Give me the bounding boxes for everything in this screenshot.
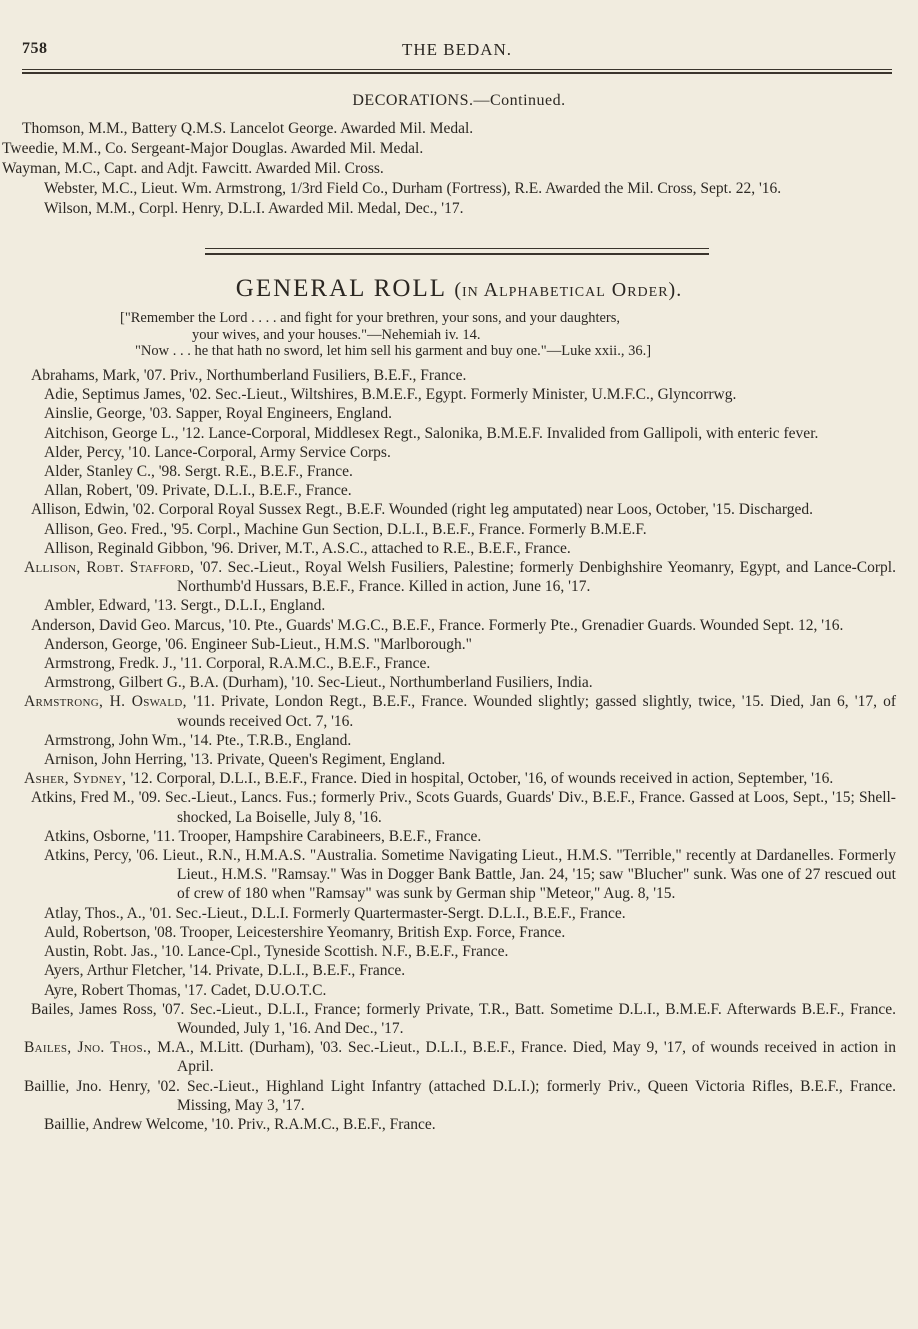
entry-name: Armstrong, Fredk. J., bbox=[44, 655, 181, 673]
list-item bbox=[22, 1115, 896, 1134]
entry-text: Co. Sergeant-Major Douglas. Awarded Mil. Medal. bbox=[105, 140, 424, 157]
decorations-list bbox=[2, 119, 894, 219]
entry-text: '08. Trooper, Leicestershire Yeomanry, British Exp. Force, France. bbox=[154, 923, 566, 941]
entry-name: Tweedie, M.M., bbox=[2, 140, 106, 157]
list-item bbox=[22, 199, 894, 219]
entry-name: Allison, Edwin, bbox=[31, 501, 133, 519]
list-item bbox=[22, 1038, 896, 1076]
list-item bbox=[22, 846, 896, 904]
entry-text: '02. Sec.-Lieut., Wiltshires, B.M.E.F., Egypt. Formerly Minister, U.M.F.C., Glyncorrwg. bbox=[189, 386, 737, 404]
list-item bbox=[22, 654, 896, 673]
epigraph-nehemiah bbox=[120, 310, 892, 344]
decorations-heading: DECORATIONS.—Continued. bbox=[352, 92, 566, 109]
list-item bbox=[22, 558, 896, 596]
list-item bbox=[22, 692, 896, 730]
entry-name: Atlay, Thos., A., bbox=[44, 904, 150, 922]
entry-text: '07. Priv., Northumberland Fusiliers, B.E.F., France. bbox=[143, 367, 467, 384]
entry-text: '09. Sec.-Lieut., Lancs. Fus.; formerly Priv., Scots Guards, Guards' Div., B.E.F., France. Gassed at Loos, Sept., '15; Shell-shocked, La Boiselle, July 8, '16. bbox=[138, 789, 896, 826]
entry-text: '13. Private, Queen's Regiment, England. bbox=[190, 751, 446, 769]
list-item bbox=[22, 827, 896, 846]
epigraph-luke: "Now . . . he that hath no sword, let him sell his garment and buy one."—Luke xxii., 36.] bbox=[135, 343, 652, 359]
roll-title-text: GENERAL ROLL bbox=[235, 275, 447, 302]
entry-name: Baillie, Andrew Welcome, bbox=[44, 1115, 212, 1133]
entry-name: Wilson, M.M., bbox=[44, 200, 139, 217]
entry-name: Anderson, George, bbox=[44, 635, 166, 653]
entry-name: Armstrong, H. Oswald, bbox=[24, 693, 194, 711]
entry-text: Battery Q.M.S. Lancelot George. Awarded Mil. Medal. bbox=[131, 120, 474, 137]
entry-text: '10. Lance-Corporal, Army Service Corps. bbox=[128, 443, 391, 461]
list-item bbox=[22, 769, 896, 788]
list-item bbox=[22, 520, 896, 539]
general-roll-list bbox=[22, 366, 896, 1134]
entry-text: Capt. and Adjt. Fawcitt. Awarded Mil. Cross. bbox=[104, 160, 384, 177]
header-rule-thick bbox=[22, 72, 892, 74]
entry-name: Abrahams, Mark, bbox=[31, 367, 144, 384]
list-item bbox=[22, 635, 896, 654]
entry-name: Atkins, Osborne, bbox=[44, 827, 154, 845]
entry-name: Thomson, M.M., bbox=[22, 120, 132, 137]
list-item bbox=[22, 500, 896, 519]
entry-text: '96. Driver, M.T., A.S.C., attached to R.E., B.E.F., France. bbox=[211, 539, 571, 557]
entry-text: '09. Private, D.L.I., B.E.F., France. bbox=[136, 482, 352, 500]
entry-text: '10. Lance-Cpl., Tyneside Scottish. N.F., B.E.F., France. bbox=[161, 943, 509, 961]
list-item bbox=[22, 1000, 896, 1038]
list-item bbox=[22, 385, 896, 404]
entry-text: '11. Trooper, Hampshire Carabineers, B.E.F., France. bbox=[153, 827, 482, 845]
entry-text: '02. Corporal Royal Sussex Regt., B.E.F. Wounded (right leg amputated) near Loos, October, '15. Discharged. bbox=[132, 501, 813, 519]
list-item bbox=[22, 731, 896, 750]
entry-text: B.A. (Durham), '10. Sec-Lieut., Northumberland Fusiliers, India. bbox=[189, 674, 593, 692]
list-item bbox=[22, 942, 896, 961]
list-item bbox=[22, 462, 896, 481]
list-item bbox=[22, 424, 896, 443]
list-item bbox=[22, 904, 896, 923]
entry-name: Bailes, James Ross, bbox=[31, 1000, 163, 1018]
list-item bbox=[2, 139, 894, 159]
entry-name: Wayman, M.C., bbox=[2, 160, 105, 177]
running-title: THE BEDAN. bbox=[401, 40, 513, 59]
entry-name: Allan, Robert, bbox=[44, 482, 137, 500]
entry-text: '17. Cadet, D.U.O.T.C. bbox=[184, 981, 327, 999]
entry-name: Anderson, David Geo. Marcus, bbox=[31, 616, 229, 634]
entry-text: '11. Corporal, R.A.M.C., B.E.F., France. bbox=[180, 655, 431, 673]
entry-text: '03. Sapper, Royal Engineers, England. bbox=[149, 405, 392, 423]
entry-name: Bailes, Jno. Thos., bbox=[24, 1039, 158, 1057]
entry-name: Ayre, Robert Thomas, bbox=[44, 981, 185, 999]
epigraph-line: your wives, and your houses."—Nehemiah iv. 14. bbox=[192, 327, 481, 343]
entry-text: '07. Sec.-Lieut., Royal Welsh Fusiliers, Palestine; formerly Denbighshire Yeomanry, Egypt, and Lance-Corpl. Northumb'd Hussars, B.E.F., France. Killed in action, June 16, '17. bbox=[177, 559, 896, 596]
list-item bbox=[22, 596, 896, 615]
entry-text: '02. Sec.-Lieut., Highland Light Infantry (attached D.L.I.); formerly Priv., Queen Victoria Rifles, B.E.F., France. Missing, May 3, '17. bbox=[157, 1077, 896, 1114]
list-item bbox=[22, 481, 896, 500]
entry-name: Aitchison, George L., bbox=[44, 424, 183, 442]
list-item bbox=[22, 981, 896, 1000]
entry-name: Asher, Sydney, bbox=[24, 770, 131, 788]
entry-name: Webster, M.C., bbox=[44, 180, 142, 197]
entry-text: '06. Engineer Sub-Lieut., H.M.S. "Marlborough." bbox=[165, 635, 473, 653]
entry-name: Baillie, Jno. Henry, bbox=[24, 1077, 158, 1095]
entry-name: Austin, Robt. Jas., bbox=[44, 943, 162, 961]
entry-text: '11. Private, London Regt., B.E.F., France. Wounded slightly; gassed slightly, twice, '15. Died, Jan 6, '17, of wounds received Oct. 7, '16. bbox=[177, 693, 896, 730]
entry-text: '95. Corpl., Machine Gun Section, D.L.I., B.E.F., France. Formerly B.M.E.F. bbox=[171, 520, 647, 538]
list-item bbox=[22, 443, 896, 462]
roll-title bbox=[0, 275, 918, 303]
list-item bbox=[22, 616, 896, 635]
entry-text: Lieut. Wm. Armstrong, 1/3rd Field Co., Durham (Fortress), R.E. Awarded the Mil. Cross, Sept. 22, '16. bbox=[141, 180, 782, 197]
entry-name: Auld, Robertson, bbox=[44, 923, 155, 941]
entry-text: '07. Sec.-Lieut., D.L.I., France; formerly Private, T.R., Batt. Sometime D.L.I., B.M.E.F. Afterwards B.E.F., France. Wounded, July 1, '16. And Dec., '17. bbox=[162, 1000, 896, 1037]
entry-name: Ambler, Edward, bbox=[44, 597, 155, 615]
epigraph-line: ["Remember the Lord . . . . and fight for your brethren, your sons, and your daughters, bbox=[120, 310, 621, 326]
entry-name: Allison, Robt. Stafford, bbox=[24, 559, 200, 577]
list-item bbox=[22, 366, 896, 385]
list-item bbox=[22, 179, 894, 199]
entry-name: Adie, Septimus James, bbox=[44, 386, 190, 404]
list-item bbox=[22, 788, 896, 826]
roll-subtitle: (in Alphabetical Order). bbox=[454, 279, 683, 301]
section-divider-thick bbox=[205, 253, 709, 255]
list-item bbox=[22, 119, 894, 139]
list-item bbox=[22, 961, 896, 980]
list-item bbox=[22, 1077, 896, 1115]
entry-name: Allison, Geo. Fred., bbox=[44, 520, 172, 538]
entry-name: Armstrong, Gilbert G., bbox=[44, 674, 190, 692]
entry-name: Allison, Reginald Gibbon, bbox=[44, 539, 212, 557]
entry-name: Ayers, Arthur Fletcher, bbox=[44, 962, 190, 980]
entry-text: '12. Lance-Corporal, Middlesex Regt., Salonika, B.M.E.F. Invalided from Gallipoli, with enteric fever. bbox=[182, 424, 819, 442]
entry-name: Armstrong, John Wm., bbox=[44, 731, 191, 749]
entry-text: '13. Sergt., D.L.I., England. bbox=[154, 597, 326, 615]
entry-name: Atkins, Percy, bbox=[44, 847, 137, 865]
entry-name: Ainslie, George, bbox=[44, 405, 150, 423]
list-item bbox=[2, 159, 894, 179]
entry-text: '12. Corporal, D.L.I., B.E.F., France. Died in hospital, October, '16, of wounds received in action, September, '16. bbox=[130, 770, 834, 788]
entry-name: Alder, Percy, bbox=[44, 443, 129, 461]
entry-text: '01. Sec.-Lieut., D.L.I. Formerly Quartermaster-Sergt. D.L.I., B.E.F., France. bbox=[149, 904, 626, 922]
list-item bbox=[22, 404, 896, 423]
page-header bbox=[22, 40, 892, 64]
section-divider bbox=[205, 248, 709, 249]
entry-text: '06. Lieut., R.N., H.M.A.S. "Australia. Sometime Navigating Lieut., H.M.S. "Terrible," recently at Dardanelles. Formerly Lieut., H.M.S. "Ramsay." Was in Dogger Bank Battle, Jan. 24, '15; saw "Blucher" sunk. Was one of 27 rescued out of crew of 180 when "Ramsay" was sunk by German ship "Meteor," Aug. 8, '15. bbox=[136, 847, 896, 903]
entry-name: Atkins, Fred M., bbox=[31, 789, 139, 807]
page-number: 758 bbox=[22, 40, 48, 57]
header-rule bbox=[22, 69, 892, 70]
list-item bbox=[22, 539, 896, 558]
list-item bbox=[22, 750, 896, 769]
list-item bbox=[22, 923, 896, 942]
entry-text: M.A., M.Litt. (Durham), '03. Sec.-Lieut., D.L.I., B.E.F., France. Died, May 9, '17, of wounds received in action in April. bbox=[157, 1039, 896, 1076]
entry-text: '14. Pte., T.R.B., England. bbox=[190, 731, 352, 749]
entry-text: '14. Private, D.L.I., B.E.F., France. bbox=[189, 962, 406, 980]
entry-name: Arnison, John Herring, bbox=[44, 751, 191, 769]
entry-text: Corpl. Henry, D.L.I. Awarded Mil. Medal, Dec., '17. bbox=[138, 200, 464, 217]
list-item bbox=[22, 673, 896, 692]
entry-text: '10. Pte., Guards' M.G.C., B.E.F., France. Formerly Pte., Grenadier Guards. Wounded Sept. 12, '16. bbox=[228, 616, 844, 634]
entry-text: '98. Sergt. R.E., B.E.F., France. bbox=[158, 463, 353, 481]
entry-name: Alder, Stanley C., bbox=[44, 463, 159, 481]
entry-text: '10. Priv., R.A.M.C., B.E.F., France. bbox=[211, 1115, 436, 1133]
